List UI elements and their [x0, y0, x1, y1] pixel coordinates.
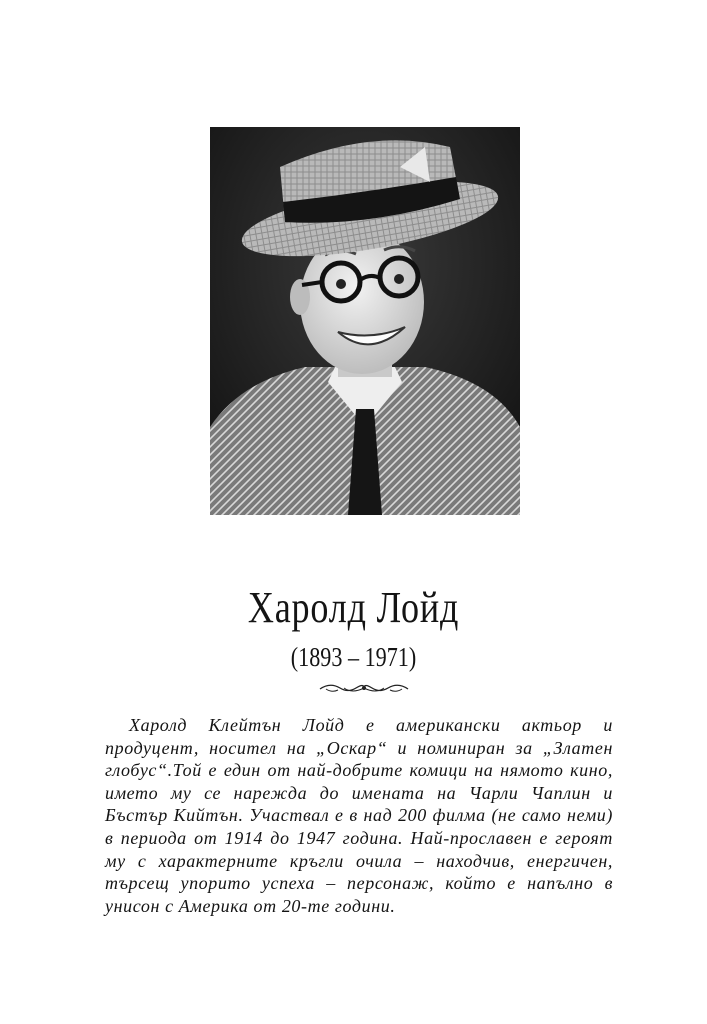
portrait-illustration — [210, 127, 520, 515]
life-years: (1893 – 1971) — [290, 642, 417, 672]
person-name-heading: Харолд Лойд — [247, 583, 460, 632]
flourish-divider-icon — [318, 680, 410, 696]
portrait-photo — [210, 127, 520, 515]
biography-paragraph: Харолд Клейтън Лойд е американски актьор и продуцент, носител на „Оскар“ и номиниран за „Златен глобус“.Той е един от най-добрите комици на нямото кино, името му се нарежда до имената на Чарли Чаплин и Бъстър Кийтън. Участвал е в над 200 филма (не само неми) в периода от 1914 до 1947 година. Най-прославен е героят му с характерните кръгли очила – находчив, енергичен, търсещ упорито успеха – персонаж, който е напълно в унисон с Америка от 20-те години. — [105, 715, 613, 916]
